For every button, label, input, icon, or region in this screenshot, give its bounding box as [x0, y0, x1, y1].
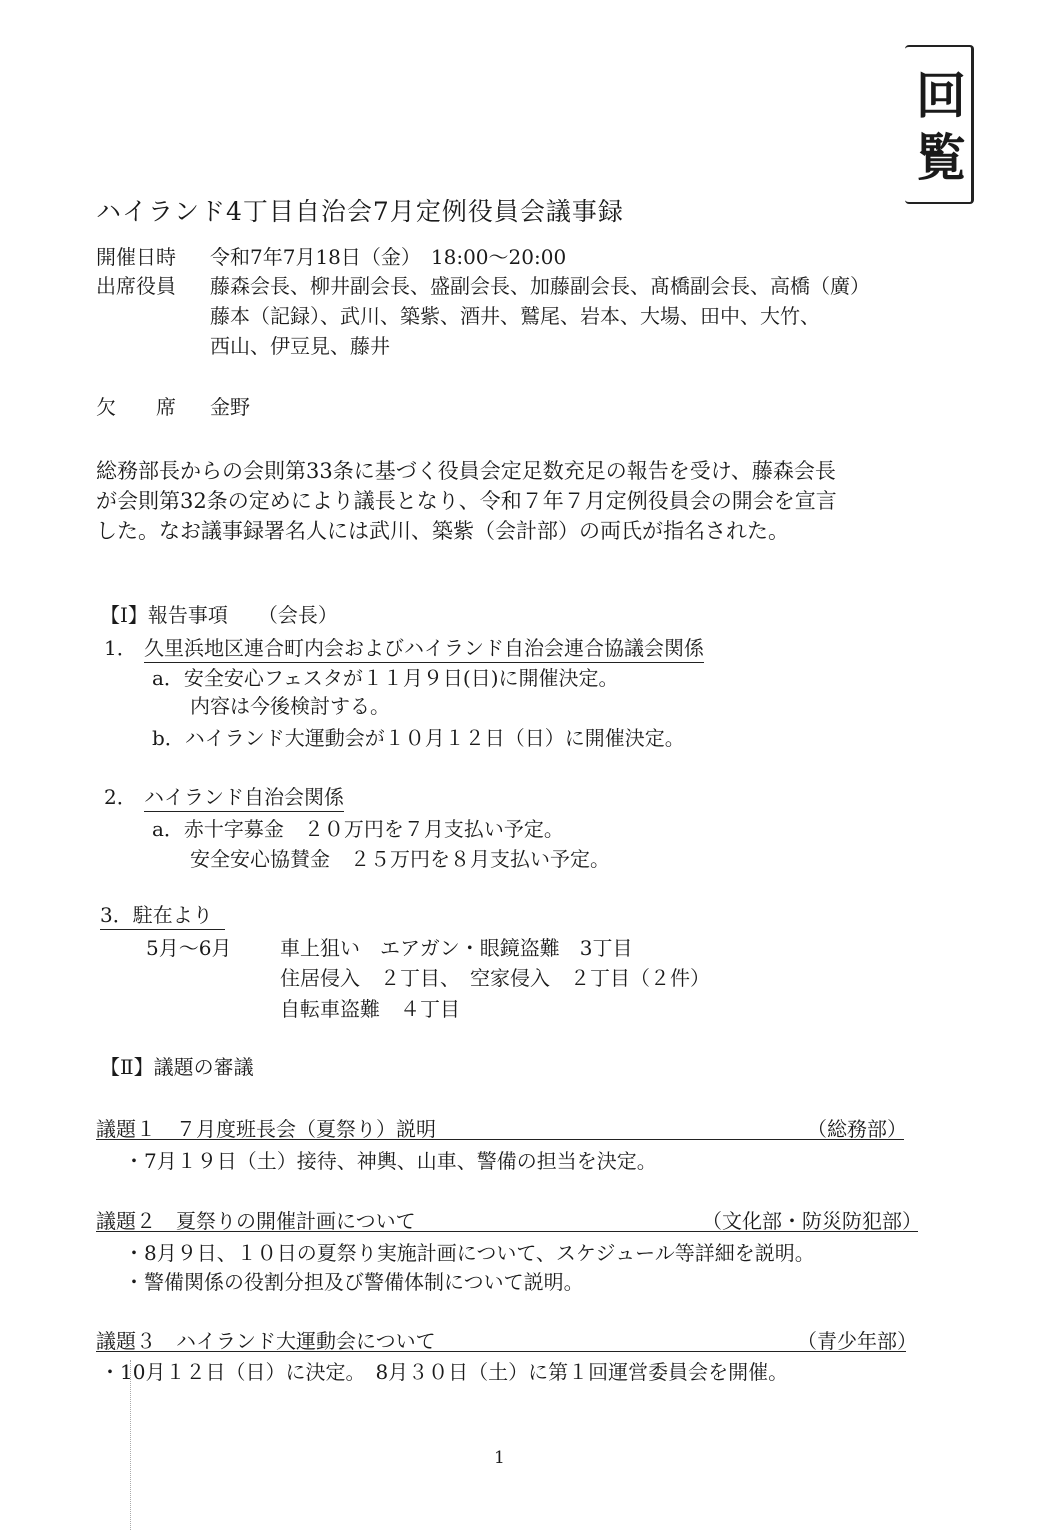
agenda-3-dept: （青少年部） — [797, 1329, 917, 1353]
agenda-2-title: 議題２ 夏祭りの開催計画について — [96, 1209, 416, 1233]
attendees-line-1: 藤森会長、柳井副会長、盛副会長、加藤副会長、髙橋副会長、高橋（廣） — [210, 274, 870, 298]
item-1-title: 久里浜地区連合町内会およびハイランド自治会連合協議会関係 — [144, 632, 704, 663]
item-2-title: ハイランド自治会関係 — [144, 781, 344, 812]
intro-line-2: が会則第32条の定めにより議長となり、令和７年７月定例役員会の開会を宣言 — [96, 489, 837, 513]
document-title: ハイランド4丁目自治会7月定例役員会議事録 — [96, 197, 624, 226]
attendees-label: 出席役員 — [96, 274, 176, 298]
section-2-heading: 【Ⅱ】議題の審議 — [100, 1055, 254, 1079]
agenda-1-bullet-1: ・7月１９日（土）接待、神輿、山車、警備の担当を決定。 — [124, 1149, 657, 1173]
page-number: 1 — [494, 1448, 505, 1468]
scan-artifact — [130, 1360, 133, 1530]
police-line-1: 車上狙い エアガン・眼鏡盗難 3丁目 — [280, 936, 633, 960]
agenda-3-title: 議題３ ハイランド大運動会について — [96, 1329, 436, 1353]
date-label: 開催日時 — [96, 245, 176, 269]
agenda-3-bullet-1: ・10月１２日（日）に決定。 8月３０日（土）に第１回運営委員会を開催。 — [100, 1360, 789, 1384]
agenda-1-title: 議題１ ７月度班長会（夏祭り）説明 — [96, 1117, 436, 1141]
item-2-a-cont: 安全安心協賛金 ２５万円を８月支払い予定。 — [190, 847, 610, 871]
circulation-stamp — [905, 45, 974, 204]
agenda-1-dept: （総務部） — [807, 1117, 907, 1141]
item-2-a: a．赤十字募金 ２０万円を７月支払い予定。 — [152, 817, 564, 841]
agenda-2-bullet-2: ・警備関係の役割分担及び警備体制について説明。 — [124, 1270, 584, 1294]
police-line-3: 自転車盗難 ４丁目 — [280, 997, 460, 1021]
date-value: 令和7年7月18日（金） 18:00〜20:00 — [210, 245, 567, 269]
agenda-2-dept: （文化部・防災防犯部） — [702, 1209, 922, 1233]
police-line-2: 住居侵入 ２丁目、 空家侵入 ２丁目（２件） — [280, 966, 710, 990]
intro-line-1: 総務部長からの会則第33条に基づく役員会定足数充足の報告を受け、藤森会長 — [96, 459, 836, 483]
stamp-char-2: 覧 — [916, 129, 966, 187]
agenda-2-bullet-1: ・8月９日、１０日の夏祭り実施計画について、スケジュール等詳細を説明。 — [124, 1241, 815, 1265]
item-2-number: 2． — [104, 785, 137, 809]
item-1-b: b．ハイランド大運動会が１０月１２日（日）に開催決定。 — [152, 726, 685, 750]
police-period: 5月〜6月 — [146, 936, 232, 960]
intro-line-3: した。なお議事録署名人には武川、築紫（会計部）の両氏が指名された。 — [96, 519, 789, 543]
item-3-title: 3．駐在より — [100, 899, 225, 930]
absent-value: 金野 — [210, 395, 250, 419]
stamp-char-1: 回 — [916, 67, 966, 125]
agenda-1-underline — [96, 1139, 904, 1140]
attendees-line-3: 西山、伊豆見、藤井 — [210, 334, 390, 358]
agenda-3-underline — [96, 1351, 906, 1352]
item-1-number: 1． — [104, 636, 137, 660]
item-1-a-cont: 内容は今後検討する。 — [190, 694, 390, 718]
section-1-heading: 【Ⅰ】報告事項 （会長） — [100, 603, 338, 627]
item-1-a: a．安全安心フェスタが１１月９日(日)に開催決定。 — [152, 666, 619, 690]
agenda-2-underline — [96, 1231, 918, 1232]
absent-label: 欠 席 — [96, 395, 176, 419]
attendees-line-2: 藤本（記録）、武川、築紫、酒井、鷲尾、岩本、大場、田中、大竹、 — [210, 304, 820, 328]
